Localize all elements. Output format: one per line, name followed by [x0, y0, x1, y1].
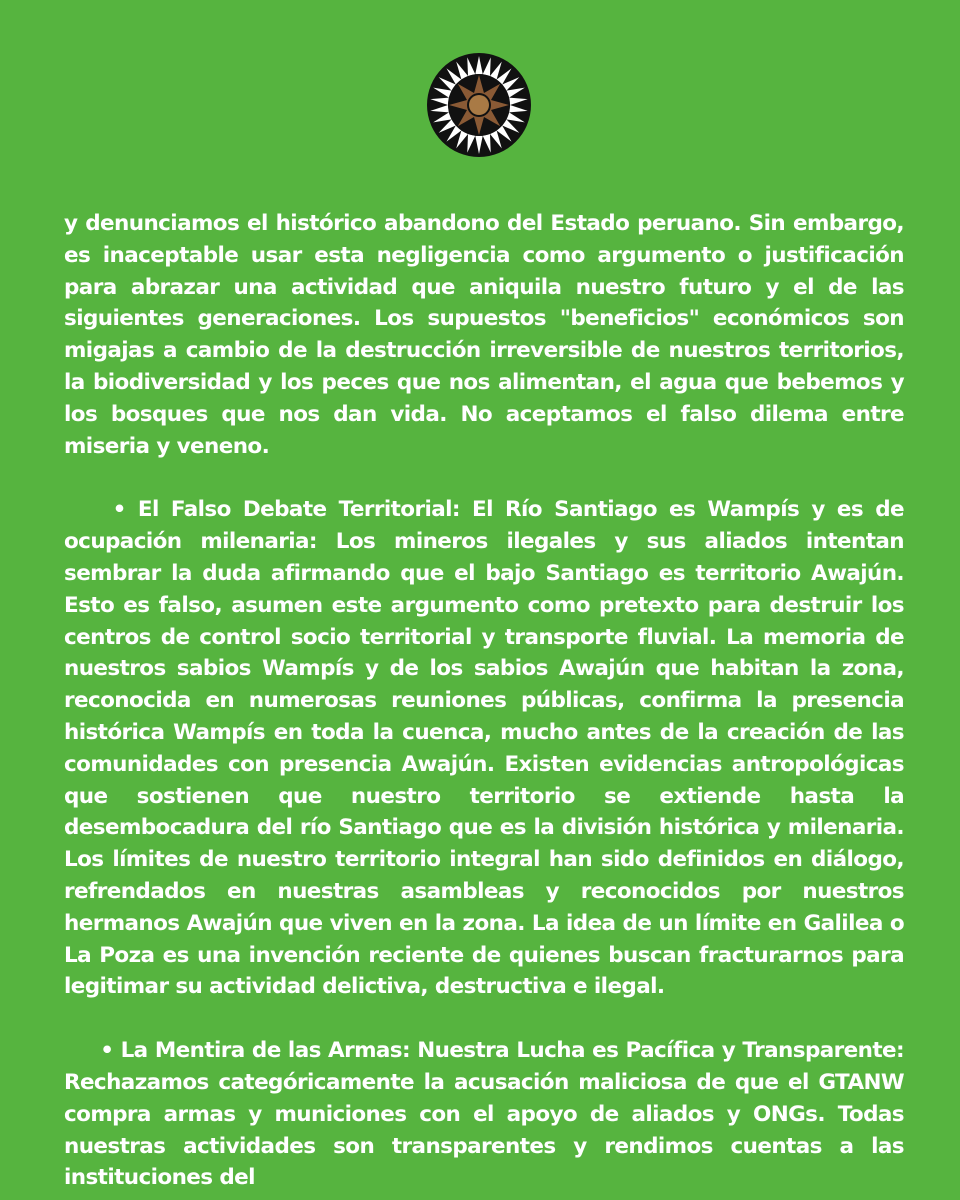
paragraph-gap	[64, 462, 904, 494]
emblem-center	[469, 95, 489, 115]
paragraph-weapons-lie: • La Mentira de las Armas: Nuestra Lucha es Pacífica y Transparente: Rechazamos categóricamente la acusación maliciosa de que el GTANW compra armas y municiones con el apoyo de aliados y ONGs. Todas nuestras actividades son transparentes y rendimos cuentas a las instituciones del	[64, 1038, 911, 1191]
paragraph-intro: y denunciamos el histórico abandono del Estado peruano. Sin embargo, es inaceptable usar esta negligencia como argumento o justificación para abrazar una actividad que aniquila nuestro futuro y el de las siguientes generaciones. Los supuestos "beneficios" económicos son migajas a cambio de la destrucción irreversible de nuestros territorios, la biodiversidad y los peces que nos alimentan, el agua que bebemos y los bosques que nos dan vida. No aceptamos el falso dilema entre miseria y veneno.	[64, 211, 911, 459]
paragraph-gap	[64, 1003, 904, 1035]
star-emblem-icon	[424, 50, 534, 160]
paragraph-territorial-debate: • El Falso Debate Territorial: El Río Santiago es Wampís y es de ocupación milenaria: Los mineros ilegales y sus aliados intentan sembrar la duda afirmando que el bajo Santiago es territorio Awajún. Esto es falso, asumen este argumento como pretexto para destruir los centros de control socio territorial y transporte fluvial. La memoria de nuestros sabios Wampís y de los sabios Awajún que habitan la zona, reconocida en numerosas reuniones públicas, confirma la presencia histórica Wampís en toda la cuenca, mucho antes de la creación de las comunidades con presencia Awajún. Existen evidencias antropológicas que sostienen que nuestro territorio se extiende hasta la desembocadura del río Santiago que es la división histórica y milenaria. Los límites de nuestro territorio integral han sido definidos en diálogo, refrendados en nuestras asambleas y reconocidos por nuestros hermanos Awajún que viven en la zona. La idea de un límite en Galilea o La Poza es una invención reciente de quienes buscan fracturarnos para legitimar su actividad delictiva, destructiva e ilegal.	[64, 497, 911, 1000]
document-body	[64, 208, 911, 1194]
star-emblem-logo	[424, 50, 534, 160]
